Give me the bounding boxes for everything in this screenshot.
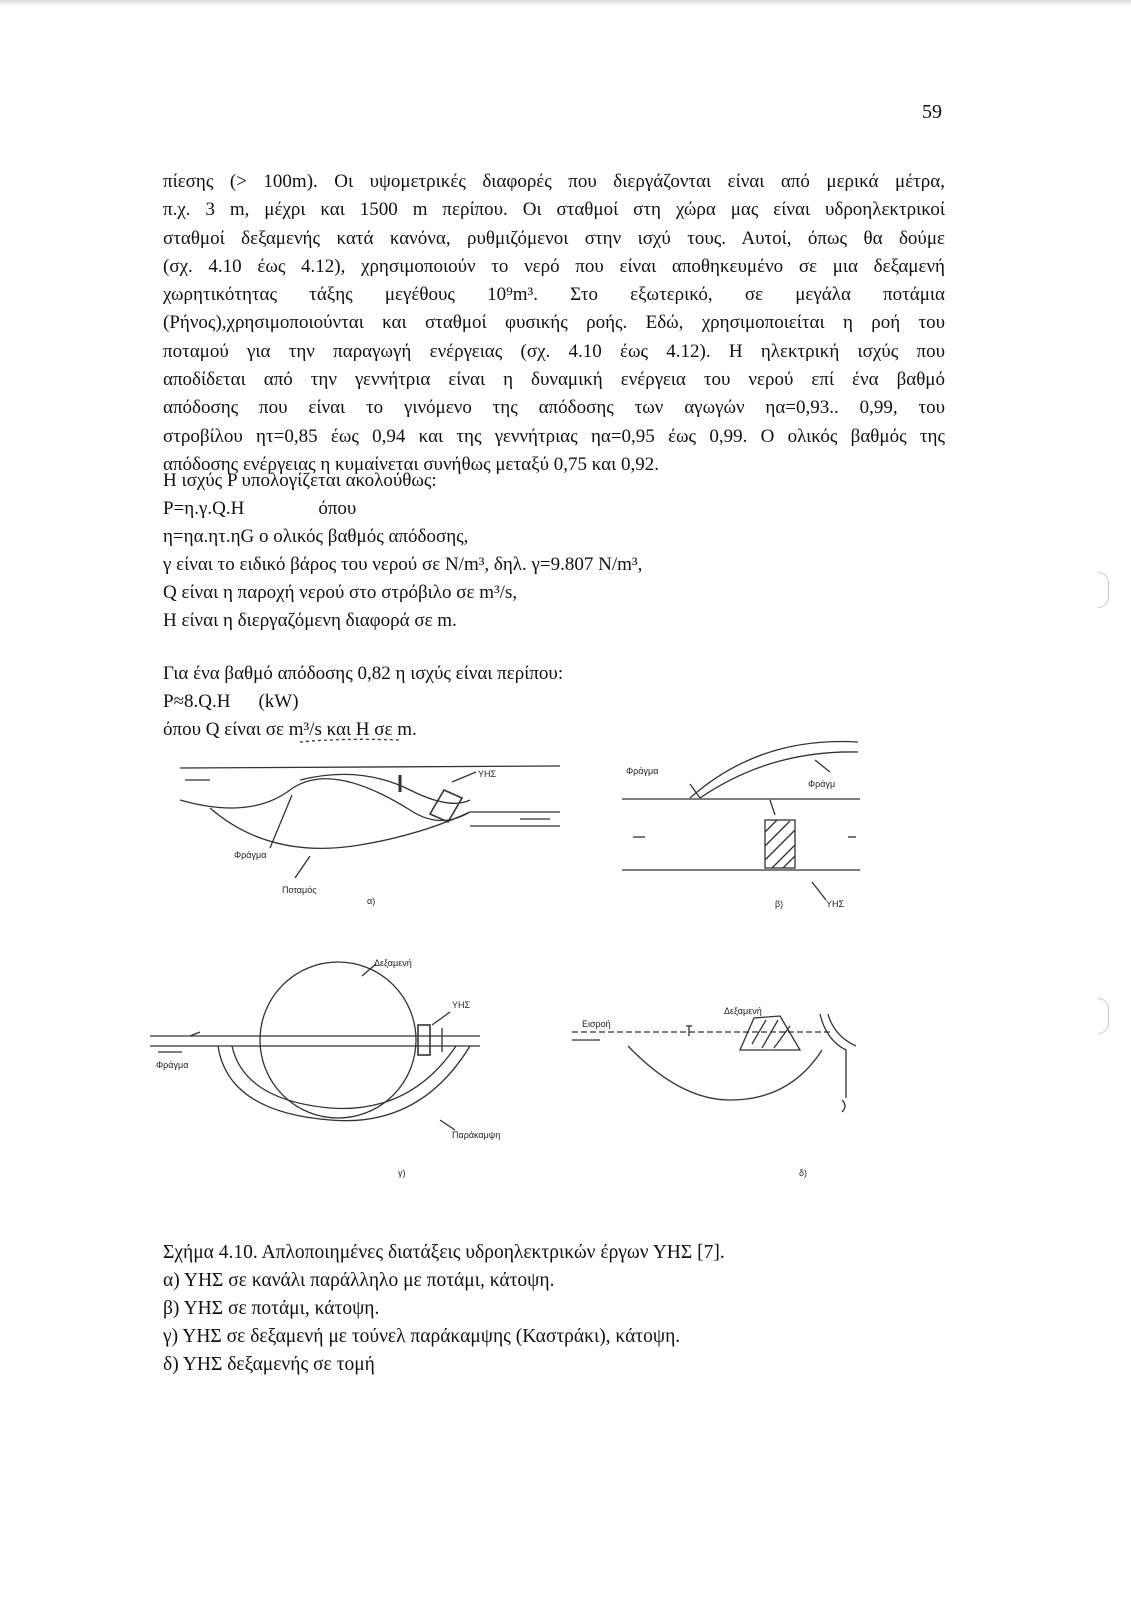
paragraph-line: χωρητικότητας τάξης μεγέθους 10⁹m³. Στο εξωτερικό, σε μεγάλα ποτάμια: [163, 284, 945, 306]
units-line: όπου Q είναι σε m³/s και Η σε m.: [163, 719, 417, 740]
formula-power-eq: P=η.γ.Q.H: [163, 498, 245, 519]
figure-caption-item: δ) ΥΗΣ δεξαμενής σε τομή: [163, 1354, 375, 1375]
h-definition: Η είναι η διεργαζόμενη διαφορά σε m.: [163, 610, 457, 631]
panel-c-reservoir-label: Δεξαμενή: [374, 958, 412, 968]
panel-b-dam-label: Φράγμα: [626, 766, 659, 776]
panel-d-inflow-label: Εισροή: [582, 1019, 611, 1029]
panel-c-bypass-label: Παράκαμψη: [452, 1130, 501, 1140]
panel-b-label: β): [775, 899, 784, 909]
panel-c-drawing: [150, 962, 480, 1130]
paragraph-line: απόδοσης ενέργειας η κυμαίνεται συνήθως μεταξύ 0,75 και 0,92.: [163, 453, 659, 475]
panel-d-label: δ): [799, 1168, 808, 1178]
panel-c-yhs-label: ΥΗΣ: [452, 1000, 471, 1010]
paragraph-line: ποταμού για την παραγωγή ενέργειας (σχ. 4.10 έως 4.12). Η ηλεκτρική ισχύς που: [163, 340, 945, 362]
paragraph-line: αποδίδεται από την γεννήτρια είναι η δυναμική ενέργεια του νερού επί ένα βαθμό: [163, 369, 945, 391]
paragraph-line: απόδοσης που είναι το γινόμενο της απόδοσης των αγωγών ηα=0,93.. 0,99, του: [163, 397, 945, 419]
figure-caption-item: α) ΥΗΣ σε κανάλι παράλληλο με ποτάμι, κάτοψη.: [163, 1270, 555, 1291]
figure-caption-title: Σχήμα 4.10. Απλοποιημένες διατάξεις υδροηλεκτρικών έργων ΥΗΣ [7].: [163, 1242, 725, 1263]
formula-where: όπου: [318, 498, 357, 519]
formula-intro: Η ισχύς P υπολογίζεται ακολούθως:: [163, 470, 437, 491]
q-definition: Q είναι η παροχή νερού στο στρόβιλο σε m³/s,: [163, 582, 518, 603]
paragraph-line: (σχ. 4.10 έως 4.12), χρησιμοποιούν το νερό που είναι αποθηκευμένο σε μια δεξαμενή: [163, 255, 945, 277]
figure-caption-item: γ) ΥΗΣ σε δεξαμενή με τούνελ παράκαμψης (Καστράκι), κάτοψη.: [163, 1326, 681, 1347]
panel-a-dam-label: Φράγμα: [234, 850, 267, 860]
panel-b-dam-label-2: Φράγμ: [808, 779, 836, 789]
paragraph-line: στροβίλου ητ=0,85 έως 0,94 και της γεννήτριας ηα=0,95 έως 0,99. Ο ολικός βαθμός της: [163, 425, 945, 447]
approx-formula-unit: (kW): [258, 691, 299, 712]
panel-c-label: γ): [398, 1168, 406, 1178]
panel-c-dam-label: Φράγμα: [156, 1060, 189, 1070]
paragraph-line: πίεσης (> 100m). Οι υψομετρικές διαφορές που διεργάζονται είναι από μερικά μέτρα,: [163, 171, 945, 192]
page-number: 59: [922, 101, 942, 123]
approx-intro: Για ένα βαθμό απόδοσης 0,82 η ισχύς είναι περίπου:: [163, 663, 564, 684]
panel-d-drawing: [572, 1014, 856, 1112]
approx-formula-eq: P≈8.Q.H: [163, 691, 231, 712]
paragraph-line: π.χ. 3 m, μέχρι και 1500 m περίπου. Οι σταθμοί στη χώρα μας είναι υδροηλεκτρικοί: [163, 199, 945, 221]
eta-definition: η=ηα.ητ.ηG ο ολικός βαθμός απόδοσης,: [163, 526, 469, 547]
paragraph-line: (Ρήνος),χρησιμοποιούνται και σταθμοί φυσικής ροής. Εδώ, χρησιμοποιείται η ροή του: [163, 312, 945, 334]
gamma-definition: γ είναι το ειδικό βάρος του νερού σε N/m³, δηλ. γ=9.807 N/m³,: [163, 554, 643, 575]
panel-b-yhs-label: ΥΗΣ: [826, 899, 845, 909]
paragraph-line: σταθμοί δεξαμενής κατά κανόνα, ρυθμιζόμενοι στην ισχύ τους. Αυτοί, όπως θα δούμε: [163, 227, 945, 249]
panel-d-reservoir-label: Δεξαμενή: [724, 1006, 762, 1016]
panel-a-label: α): [367, 896, 376, 906]
panel-a-yhs-label: ΥΗΣ: [478, 769, 497, 779]
figure-caption-item: β) ΥΗΣ σε ποτάμι, κάτοψη.: [163, 1298, 380, 1319]
panel-a-river-label: Ποταμός: [282, 885, 317, 895]
